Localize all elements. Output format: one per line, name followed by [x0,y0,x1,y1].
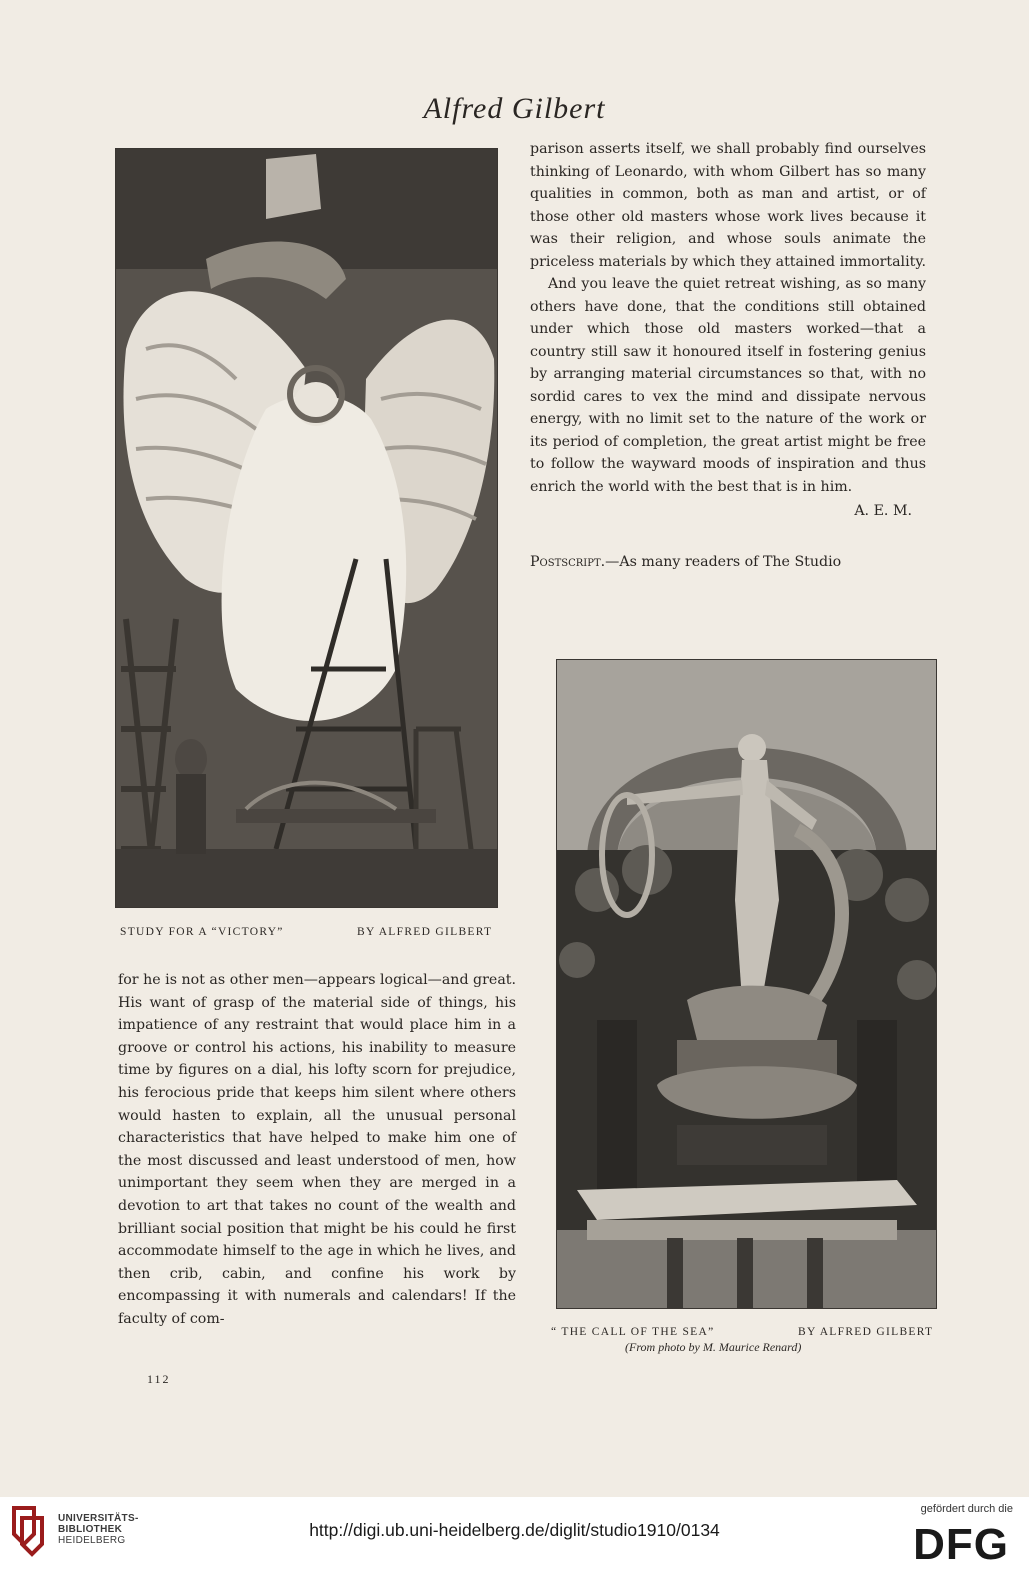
victory-photograph [115,148,498,908]
paragraph: parison asserts itself, we shall probably find ourselves thinking of Leonardo, with whom Gilbert has so many qualities in common, both as man and artist, or of those other old masters whose work lives because it was their religion, and whose souls animate the priceless materials by which they attained immortality. [530,141,926,270]
postscript [530,551,926,574]
library-line-3: HEIDELBERG [58,1535,126,1546]
victory-caption-title: STUDY FOR A “VICTORY” [120,926,284,938]
sea-caption-artist: BY ALFRED GILBERT [798,1326,934,1338]
call-of-the-sea-sculpture-illustration [557,660,936,1308]
victory-sculpture-illustration [116,149,497,907]
victory-caption-artist: BY ALFRED GILBERT [357,926,493,938]
permalink[interactable]: http://digi.ub.uni-heidelberg.de/diglit/studio1910/0134 [309,1520,720,1540]
right-column-text [530,138,926,573]
paragraph: And you leave the quiet retreat wishing, as so many others have done, that the conditions still obtained under which those old masters worked—that a country still saw it honoured itself in fostering genius by arranging material circumstances so that, with no sordid cares to vex the mind and dissipate nervous energy, with no limit set to the nature of the work or its period of completion, the great artist might be free to follow the wayward moods of inspiration and thus enrich the world with the best that is in him. [530,276,926,495]
sea-caption-title: “ THE CALL OF THE SEA” [551,1326,715,1338]
running-head: Alfred Gilbert [423,92,606,125]
postscript-text: —As many readers of The Studio [605,553,842,570]
postscript-label: Postscript. [530,553,606,570]
library-line-2: BIBLIOTHEK [58,1524,123,1535]
funding-note: gefördert durch die [920,1503,1013,1515]
dfg-logo: DFG [913,1520,1009,1569]
library-line-1: UNIVERSITÄTS- [58,1513,139,1524]
call-of-the-sea-photograph [556,659,937,1309]
sea-photo-credit: (From photo by M. Maurice Renard) [625,1340,802,1354]
page-number: 112 [147,1372,171,1386]
author-initials: A. E. M. [854,503,912,519]
paragraph: for he is not as other men—appears logical—and great. His want of grasp of the material side of things, his impatience of any restraint that would place him in a groove or control his actions, his inability to measure time by figures on a dial, his lofty scorn for prejudice, his ferocious pride that keeps him silent where others would hasten to explain, all the unusual personal characteristics that have helped to make him one of the most discussed and least understood of men, how unimportant they seem when they are merged in a devotion to art that takes no count of the wealth and brilliant social position that might be his could he first accommodate himself to the age in which he lives, and then crib, cabin, and confine his work by encompassing it with numerals and calendars! If the faculty of com- [118,972,516,1327]
left-column-text [118,969,516,1331]
